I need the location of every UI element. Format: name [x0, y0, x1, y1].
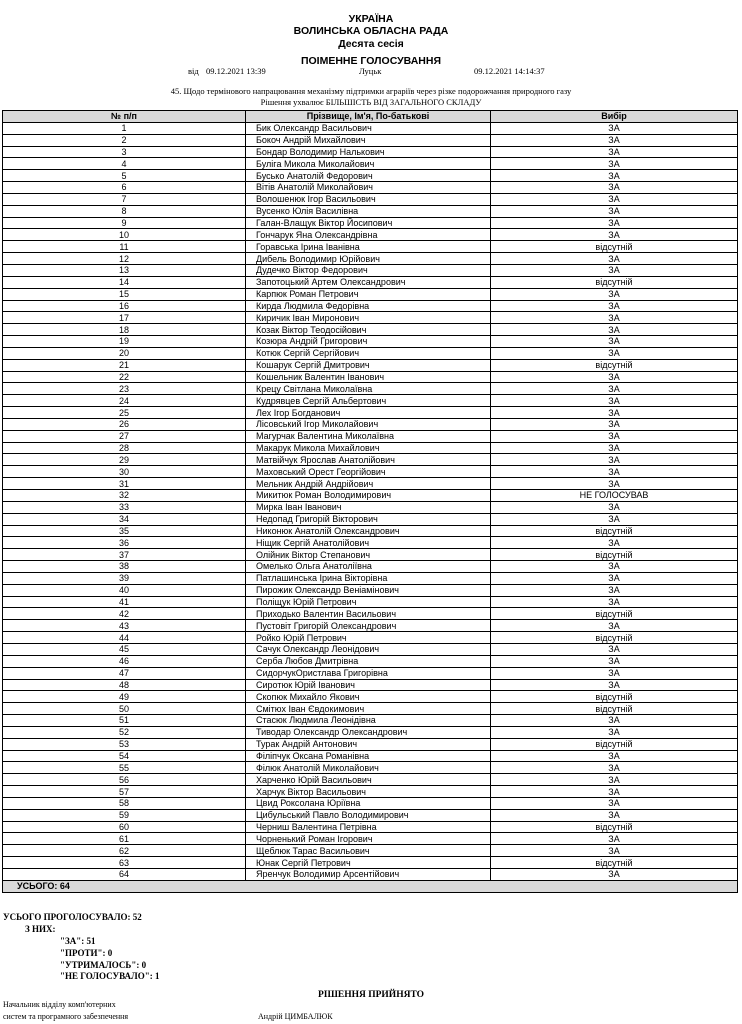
row-full-name: Дудечко Віктор Федорович: [246, 264, 491, 276]
row-vote-choice: ЗА: [491, 501, 738, 513]
row-number: 45: [3, 643, 246, 655]
row-vote-choice: ЗА: [491, 300, 738, 312]
row-full-name: Філюк Анатолій Миколайович: [246, 762, 491, 774]
row-vote-choice: ЗА: [491, 762, 738, 774]
row-vote-choice: ЗА: [491, 786, 738, 798]
table-row: [3, 525, 738, 537]
table-row: [3, 762, 738, 774]
table-row: [3, 857, 738, 869]
row-vote-choice: ЗА: [491, 347, 738, 359]
summary-abstained: "УТРИМАЛОСЬ": 0: [60, 960, 147, 970]
row-full-name: Філіпчук Оксана Романівна: [246, 750, 491, 762]
row-vote-choice: ЗА: [491, 584, 738, 596]
row-full-name: Приходько Валентин Васильович: [246, 608, 491, 620]
row-number: 1: [3, 122, 246, 134]
row-number: 7: [3, 193, 246, 205]
row-vote-choice: ЗА: [491, 797, 738, 809]
row-full-name: Дибель Володимир Юрійович: [246, 253, 491, 265]
header-session: Десята сесія: [338, 38, 404, 50]
row-number: 57: [3, 786, 246, 798]
row-full-name: Матвійчук Ярослав Анатолійович: [246, 454, 491, 466]
table-row: [3, 229, 738, 241]
table-row: [3, 584, 738, 596]
row-number: 58: [3, 797, 246, 809]
table-row: [3, 170, 738, 182]
row-vote-choice: ЗА: [491, 442, 738, 454]
row-number: 15: [3, 288, 246, 300]
row-full-name: Ройко Юрій Петрович: [246, 632, 491, 644]
row-full-name: Пустовіт Григорій Олександрович: [246, 620, 491, 632]
row-number: 20: [3, 347, 246, 359]
row-vote-choice: відсутній: [491, 738, 738, 750]
row-number: 26: [3, 418, 246, 430]
row-vote-choice: відсутній: [491, 632, 738, 644]
row-full-name: Мирка Іван Іванович: [246, 501, 491, 513]
table-row: [3, 217, 738, 229]
table-row: [3, 241, 738, 253]
row-full-name: Стасюк Людмила Леонідівна: [246, 715, 491, 727]
row-full-name: Горавська Ірина Іванівна: [246, 241, 491, 253]
row-vote-choice: ЗА: [491, 229, 738, 241]
table-row: [3, 845, 738, 857]
row-number: 12: [3, 253, 246, 265]
row-number: 62: [3, 845, 246, 857]
row-vote-choice: ЗА: [491, 324, 738, 336]
table-row: [3, 774, 738, 786]
row-number: 13: [3, 264, 246, 276]
row-number: 22: [3, 371, 246, 383]
row-vote-choice: ЗА: [491, 869, 738, 881]
table-row: [3, 726, 738, 738]
row-full-name: Крецу Світлана Миколаївна: [246, 383, 491, 395]
table-row: [3, 359, 738, 371]
row-number: 46: [3, 655, 246, 667]
row-number: 11: [3, 241, 246, 253]
table-row: [3, 253, 738, 265]
row-number: 63: [3, 857, 246, 869]
row-number: 34: [3, 513, 246, 525]
row-full-name: Щеблюк Тарас Васильович: [246, 845, 491, 857]
table-row: [3, 288, 738, 300]
row-number: 36: [3, 537, 246, 549]
row-number: 56: [3, 774, 246, 786]
row-full-name: Макарук Микола Михайлович: [246, 442, 491, 454]
row-number: 8: [3, 205, 246, 217]
row-number: 37: [3, 549, 246, 561]
table-row: [3, 809, 738, 821]
table-row: [3, 134, 738, 146]
row-vote-choice: ЗА: [491, 288, 738, 300]
row-full-name: Магурчак Валентина Миколаївна: [246, 430, 491, 442]
row-full-name: Ніщик Сергій Анатолійович: [246, 537, 491, 549]
row-number: 41: [3, 596, 246, 608]
row-vote-choice: ЗА: [491, 371, 738, 383]
row-vote-choice: ЗА: [491, 774, 738, 786]
table-row: [3, 158, 738, 170]
row-number: 38: [3, 561, 246, 573]
row-vote-choice: відсутній: [491, 608, 738, 620]
row-vote-choice: ЗА: [491, 312, 738, 324]
row-full-name: Кудрявцев Сергій Альбертович: [246, 395, 491, 407]
table-row: [3, 691, 738, 703]
row-full-name: Сиротюк Юрій Іванович: [246, 679, 491, 691]
row-full-name: Кирда Людмила Федорівна: [246, 300, 491, 312]
row-number: 48: [3, 679, 246, 691]
table-row: [3, 608, 738, 620]
row-vote-choice: ЗА: [491, 833, 738, 845]
row-vote-choice: відсутній: [491, 821, 738, 833]
table-row: [3, 442, 738, 454]
table-row: [3, 312, 738, 324]
row-vote-choice: відсутній: [491, 691, 738, 703]
table-row: [3, 667, 738, 679]
table-row: [3, 418, 738, 430]
header-country: УКРАЇНА: [348, 13, 394, 25]
table-row: [3, 750, 738, 762]
table-row: [3, 833, 738, 845]
row-number: 27: [3, 430, 246, 442]
summary-for: "ЗА": 51: [60, 936, 96, 946]
table-row: [3, 869, 738, 881]
row-number: 44: [3, 632, 246, 644]
row-vote-choice: ЗА: [491, 572, 738, 584]
row-number: 47: [3, 667, 246, 679]
row-full-name: Смітюх Іван Євдокимович: [246, 703, 491, 715]
table-row: [3, 655, 738, 667]
table-row: [3, 205, 738, 217]
row-vote-choice: ЗА: [491, 466, 738, 478]
table-row: [3, 513, 738, 525]
summary-not-voted: "НЕ ГОЛОСУВАЛО": 1: [60, 971, 160, 981]
row-full-name: Юнак Сергій Петрович: [246, 857, 491, 869]
row-full-name: Скопюк Михайло Якович: [246, 691, 491, 703]
row-full-name: Никонюк Анатолій Олександрович: [246, 525, 491, 537]
row-number: 24: [3, 395, 246, 407]
agenda-item: 45. Щодо термінового напрацювання механізму підтримки аграріїв через різке подорожчання природного газу: [170, 86, 572, 96]
table-row: [3, 490, 738, 502]
meta-place: Луцьк: [359, 66, 382, 76]
row-vote-choice: ЗА: [491, 134, 738, 146]
vote-table: [2, 110, 738, 893]
table-row: [3, 264, 738, 276]
row-full-name: Микитюк Роман Володимирович: [246, 490, 491, 502]
row-vote-choice: ЗА: [491, 478, 738, 490]
summary-against: "ПРОТИ": 0: [60, 948, 113, 958]
table-row: [3, 679, 738, 691]
row-number: 28: [3, 442, 246, 454]
row-full-name: Харчук Віктор Васильович: [246, 786, 491, 798]
row-full-name: Турак Андрій Антонович: [246, 738, 491, 750]
row-number: 2: [3, 134, 246, 146]
row-vote-choice: ЗА: [491, 430, 738, 442]
table-row: [3, 383, 738, 395]
row-vote-choice: ЗА: [491, 561, 738, 573]
row-vote-choice: ЗА: [491, 217, 738, 229]
row-full-name: Бик Олександр Васильович: [246, 122, 491, 134]
table-row: [3, 572, 738, 584]
table-row: [3, 537, 738, 549]
row-full-name: Чорненький Роман Ігорович: [246, 833, 491, 845]
row-number: 30: [3, 466, 246, 478]
row-full-name: Бокоч Андрій Михайлович: [246, 134, 491, 146]
row-full-name: Серба Любов Дмитрівна: [246, 655, 491, 667]
row-full-name: Вітів Анатолій Миколайович: [246, 182, 491, 194]
row-vote-choice: відсутній: [491, 703, 738, 715]
table-row: [3, 300, 738, 312]
table-row: [3, 193, 738, 205]
row-full-name: Маховський Орест Георгійович: [246, 466, 491, 478]
row-vote-choice: ЗА: [491, 726, 738, 738]
table-total-row: [3, 880, 738, 892]
row-number: 16: [3, 300, 246, 312]
row-full-name: Булігa Микола Миколайович: [246, 158, 491, 170]
row-vote-choice: ЗА: [491, 158, 738, 170]
row-number: 50: [3, 703, 246, 715]
header-choice: Вибір: [491, 111, 738, 123]
row-vote-choice: ЗА: [491, 122, 738, 134]
row-full-name: Бусько Анатолій Федорович: [246, 170, 491, 182]
row-number: 35: [3, 525, 246, 537]
row-full-name: Гончарук Яна Олександрівна: [246, 229, 491, 241]
row-vote-choice: ЗА: [491, 170, 738, 182]
table-row: [3, 620, 738, 632]
row-full-name: Лісовський Ігор Миколайович: [246, 418, 491, 430]
row-number: 23: [3, 383, 246, 395]
table-row: [3, 276, 738, 288]
row-full-name: СидорчукОристлава Григорівна: [246, 667, 491, 679]
row-full-name: Тиводар Олександр Олександрович: [246, 726, 491, 738]
table-row: [3, 549, 738, 561]
row-full-name: Цвид Роксолана Юріївна: [246, 797, 491, 809]
table-row: [3, 122, 738, 134]
table-row: [3, 632, 738, 644]
table-row: [3, 643, 738, 655]
table-row: [3, 324, 738, 336]
summary-of-them: З НИХ:: [25, 924, 56, 934]
row-vote-choice: ЗА: [491, 620, 738, 632]
row-number: 5: [3, 170, 246, 182]
row-full-name: Галан-Влащук Віктор Йосипович: [246, 217, 491, 229]
row-number: 33: [3, 501, 246, 513]
table-row: [3, 407, 738, 419]
row-vote-choice: ЗА: [491, 655, 738, 667]
row-vote-choice: ЗА: [491, 643, 738, 655]
meta-start-time: 09.12.2021 13:39: [206, 66, 266, 76]
row-vote-choice: ЗА: [491, 809, 738, 821]
table-row: [3, 821, 738, 833]
row-full-name: Козак Віктор Теодосійович: [246, 324, 491, 336]
row-full-name: Патлашинська Ірина Вікторівна: [246, 572, 491, 584]
row-vote-choice: ЗА: [491, 596, 738, 608]
row-number: 31: [3, 478, 246, 490]
row-vote-choice: ЗА: [491, 336, 738, 348]
row-number: 55: [3, 762, 246, 774]
meta-from-label: від: [188, 66, 199, 76]
row-vote-choice: відсутній: [491, 857, 738, 869]
row-full-name: Поліщук Юрій Петрович: [246, 596, 491, 608]
table-row: [3, 561, 738, 573]
row-number: 39: [3, 572, 246, 584]
table-row: [3, 466, 738, 478]
row-number: 9: [3, 217, 246, 229]
row-number: 53: [3, 738, 246, 750]
row-full-name: Волошенюк Ігор Васильович: [246, 193, 491, 205]
row-full-name: Лех Ігор Богданович: [246, 407, 491, 419]
row-full-name: Недопад Григорій Вікторович: [246, 513, 491, 525]
row-number: 43: [3, 620, 246, 632]
row-full-name: Харченко Юрій Васильович: [246, 774, 491, 786]
row-number: 6: [3, 182, 246, 194]
summary-total-voted: УСЬОГО ПРОГОЛОСУВАЛО: 52: [3, 912, 142, 922]
row-full-name: Сачук Олександр Леонідович: [246, 643, 491, 655]
table-row: [3, 146, 738, 158]
row-vote-choice: ЗА: [491, 537, 738, 549]
row-full-name: Кошарук Сергій Дмитрович: [246, 359, 491, 371]
decision-result: РІШЕННЯ ПРИЙНЯТО: [317, 990, 425, 1000]
row-number: 59: [3, 809, 246, 821]
row-vote-choice: НЕ ГОЛОСУВАВ: [491, 490, 738, 502]
row-number: 32: [3, 490, 246, 502]
row-full-name: Черниш Валентина Петрівна: [246, 821, 491, 833]
row-number: 21: [3, 359, 246, 371]
row-number: 19: [3, 336, 246, 348]
row-number: 17: [3, 312, 246, 324]
row-vote-choice: відсутній: [491, 241, 738, 253]
row-number: 51: [3, 715, 246, 727]
row-number: 64: [3, 869, 246, 881]
table-row: [3, 347, 738, 359]
table-row: [3, 430, 738, 442]
row-vote-choice: ЗА: [491, 513, 738, 525]
row-number: 49: [3, 691, 246, 703]
table-row: [3, 786, 738, 798]
row-vote-choice: ЗА: [491, 750, 738, 762]
table-row: [3, 501, 738, 513]
row-full-name: Яренчук Володимир Арсентійович: [246, 869, 491, 881]
table-row: [3, 371, 738, 383]
table-row: [3, 182, 738, 194]
row-number: 54: [3, 750, 246, 762]
table-row: [3, 395, 738, 407]
document-title: ПОІМЕННЕ ГОЛОСУВАННЯ: [300, 55, 442, 67]
vote-table-body: [3, 122, 738, 880]
row-number: 40: [3, 584, 246, 596]
row-full-name: Котюк Сергій Сергійович: [246, 347, 491, 359]
row-number: 42: [3, 608, 246, 620]
table-row: [3, 454, 738, 466]
row-number: 18: [3, 324, 246, 336]
row-vote-choice: ЗА: [491, 264, 738, 276]
row-full-name: Омелько Ольга Анатоліївна: [246, 561, 491, 573]
row-number: 29: [3, 454, 246, 466]
header-name: Прізвище, Ім'я, По-батькові: [246, 111, 491, 123]
row-number: 52: [3, 726, 246, 738]
row-vote-choice: відсутній: [491, 276, 738, 288]
table-row: [3, 715, 738, 727]
row-vote-choice: ЗА: [491, 395, 738, 407]
row-full-name: Пирожик Олександр Веніамінович: [246, 584, 491, 596]
row-vote-choice: ЗА: [491, 679, 738, 691]
row-full-name: Олійник Віктор Степанович: [246, 549, 491, 561]
row-full-name: Запотоцький Артем Олександрович: [246, 276, 491, 288]
signature-position-line1: Начальник відділу комп'ютерних: [3, 1000, 116, 1009]
row-full-name: Мельник Андрій Андрійович: [246, 478, 491, 490]
row-vote-choice: ЗА: [491, 845, 738, 857]
row-vote-choice: відсутній: [491, 359, 738, 371]
signature-position-line2: систем та програмного забезпечення: [3, 1012, 129, 1021]
meta-end-time: 09.12.2021 14:14:37: [474, 66, 545, 76]
row-vote-choice: відсутній: [491, 549, 738, 561]
row-full-name: Бондар Володимир Налькович: [246, 146, 491, 158]
table-row: [3, 478, 738, 490]
row-number: 60: [3, 821, 246, 833]
table-total: УСЬОГО: 64: [3, 880, 738, 892]
row-full-name: Карпюк Роман Петрович: [246, 288, 491, 300]
header-number: № п/п: [3, 111, 246, 123]
row-vote-choice: ЗА: [491, 205, 738, 217]
row-vote-choice: ЗА: [491, 182, 738, 194]
row-full-name: Кошельник Валентин Іванович: [246, 371, 491, 383]
table-row: [3, 336, 738, 348]
table-row: [3, 797, 738, 809]
decision-rule: Рішення ухвалює БІЛЬШІСТЬ ВІД ЗАГАЛЬНОГО СКЛАДУ: [260, 97, 482, 107]
table-row: [3, 738, 738, 750]
row-vote-choice: ЗА: [491, 193, 738, 205]
row-number: 4: [3, 158, 246, 170]
row-number: 3: [3, 146, 246, 158]
header-council: ВОЛИНСЬКА ОБЛАСНА РАДА: [293, 25, 449, 37]
row-number: 10: [3, 229, 246, 241]
row-number: 25: [3, 407, 246, 419]
row-full-name: Козюра Андрій Григорович: [246, 336, 491, 348]
row-full-name: Цибульський Павло Володимирович: [246, 809, 491, 821]
row-vote-choice: відсутній: [491, 525, 738, 537]
row-vote-choice: ЗА: [491, 667, 738, 679]
row-vote-choice: ЗА: [491, 253, 738, 265]
table-header-row: [3, 111, 738, 123]
row-number: 14: [3, 276, 246, 288]
row-vote-choice: ЗА: [491, 454, 738, 466]
row-vote-choice: ЗА: [491, 407, 738, 419]
row-vote-choice: ЗА: [491, 715, 738, 727]
row-vote-choice: ЗА: [491, 418, 738, 430]
signature-name: Андрій ЦИМБАЛЮК: [258, 1012, 333, 1021]
table-row: [3, 596, 738, 608]
row-vote-choice: ЗА: [491, 146, 738, 158]
row-full-name: Вусенко Юлія Василівна: [246, 205, 491, 217]
table-row: [3, 703, 738, 715]
row-number: 61: [3, 833, 246, 845]
row-full-name: Киричик Іван Миронович: [246, 312, 491, 324]
row-vote-choice: ЗА: [491, 383, 738, 395]
